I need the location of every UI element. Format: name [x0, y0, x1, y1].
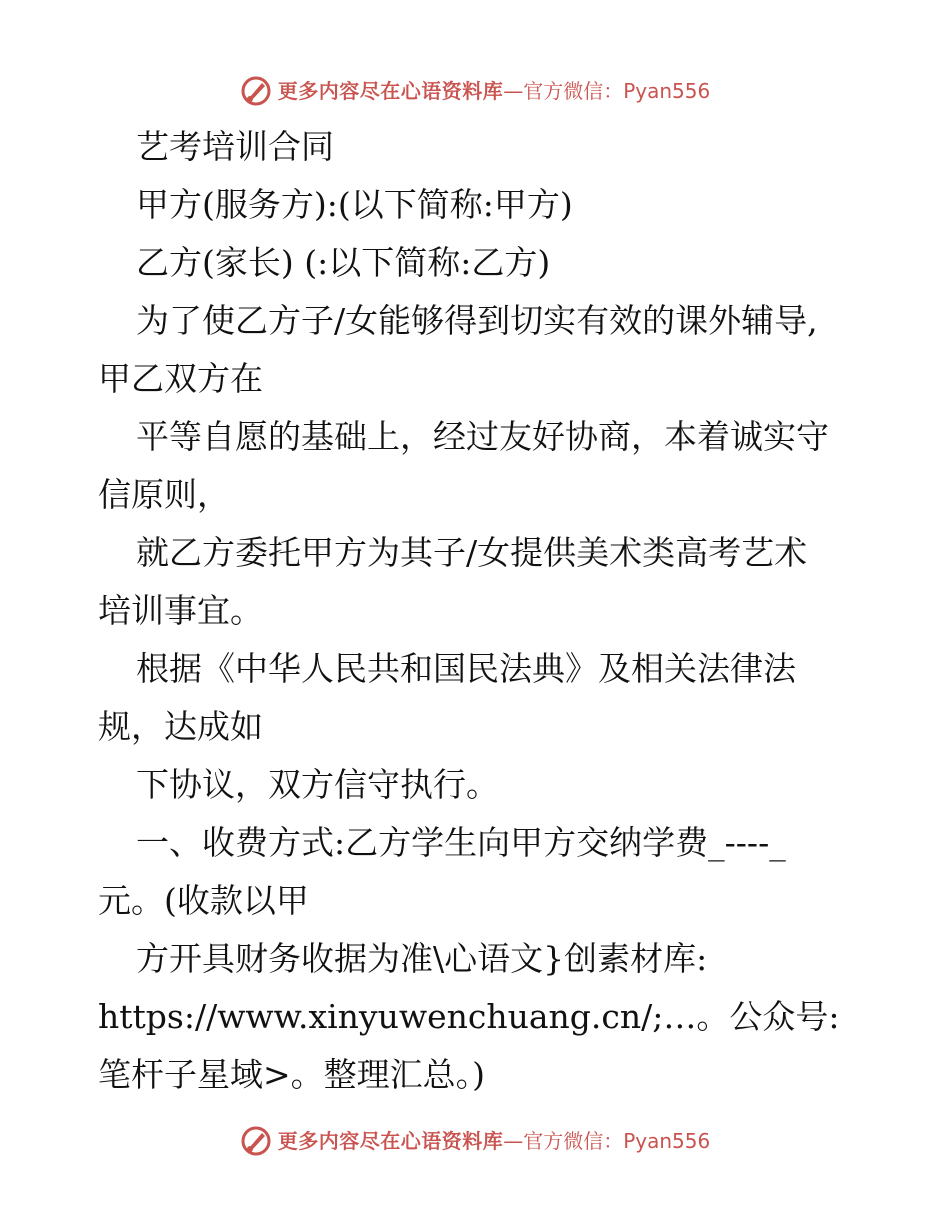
- body-line: 规，达成如: [98, 707, 263, 746]
- contract-body: [98, 118, 858, 1104]
- party-b-line: 乙方(家长) (:以下简称:乙方): [136, 243, 551, 282]
- body-line: 元。(收款以甲: [98, 881, 309, 920]
- banner-separator: —: [503, 79, 524, 103]
- banner-contact-text: 官方微信：Pyan556: [523, 79, 711, 103]
- body-line: 平等自愿的基础上，经过友好协商，本着诚实守: [136, 417, 829, 456]
- brush-pen-logo-icon: [240, 1125, 272, 1157]
- body-line: 笔杆子星域>。整理汇总。): [98, 1055, 486, 1094]
- banner-contact-text: 官方微信：Pyan556: [523, 1129, 711, 1153]
- body-line: 根据《中华人民共和国民法典》及相关法律法: [136, 649, 796, 688]
- body-line: 甲乙双方在: [98, 359, 263, 398]
- clause-fee-line: 一、收费方式:乙方学生向甲方交纳学费_----_: [136, 823, 786, 862]
- banner-separator: —: [503, 1129, 524, 1153]
- body-line: 下协议，双方信守执行。: [136, 765, 499, 804]
- party-a-line: 甲方(服务方):(以下简称:甲方): [136, 185, 573, 224]
- header-watermark-banner: [0, 75, 950, 107]
- footer-watermark-banner: [0, 1125, 950, 1157]
- banner-brand-text: 更多内容尽在心语资料库: [277, 1129, 504, 1153]
- brush-pen-logo-icon: [240, 75, 272, 107]
- body-line: 信原则，: [98, 475, 230, 514]
- document-title: 艺考培训合同: [136, 127, 334, 166]
- body-line: 就乙方委托甲方为其子/女提供美术类高考艺术: [136, 533, 808, 572]
- body-line: 方开具财务收据为准\心语文}创素材库:: [136, 939, 708, 978]
- body-line: 培训事宜。: [98, 591, 263, 630]
- banner-brand-text: 更多内容尽在心语资料库: [277, 79, 504, 103]
- url-line: https://www.xinyuwenchuang.cn/;…。公众号:: [98, 997, 840, 1036]
- body-line: 为了使乙方子/女能够得到切实有效的课外辅导,: [136, 301, 818, 340]
